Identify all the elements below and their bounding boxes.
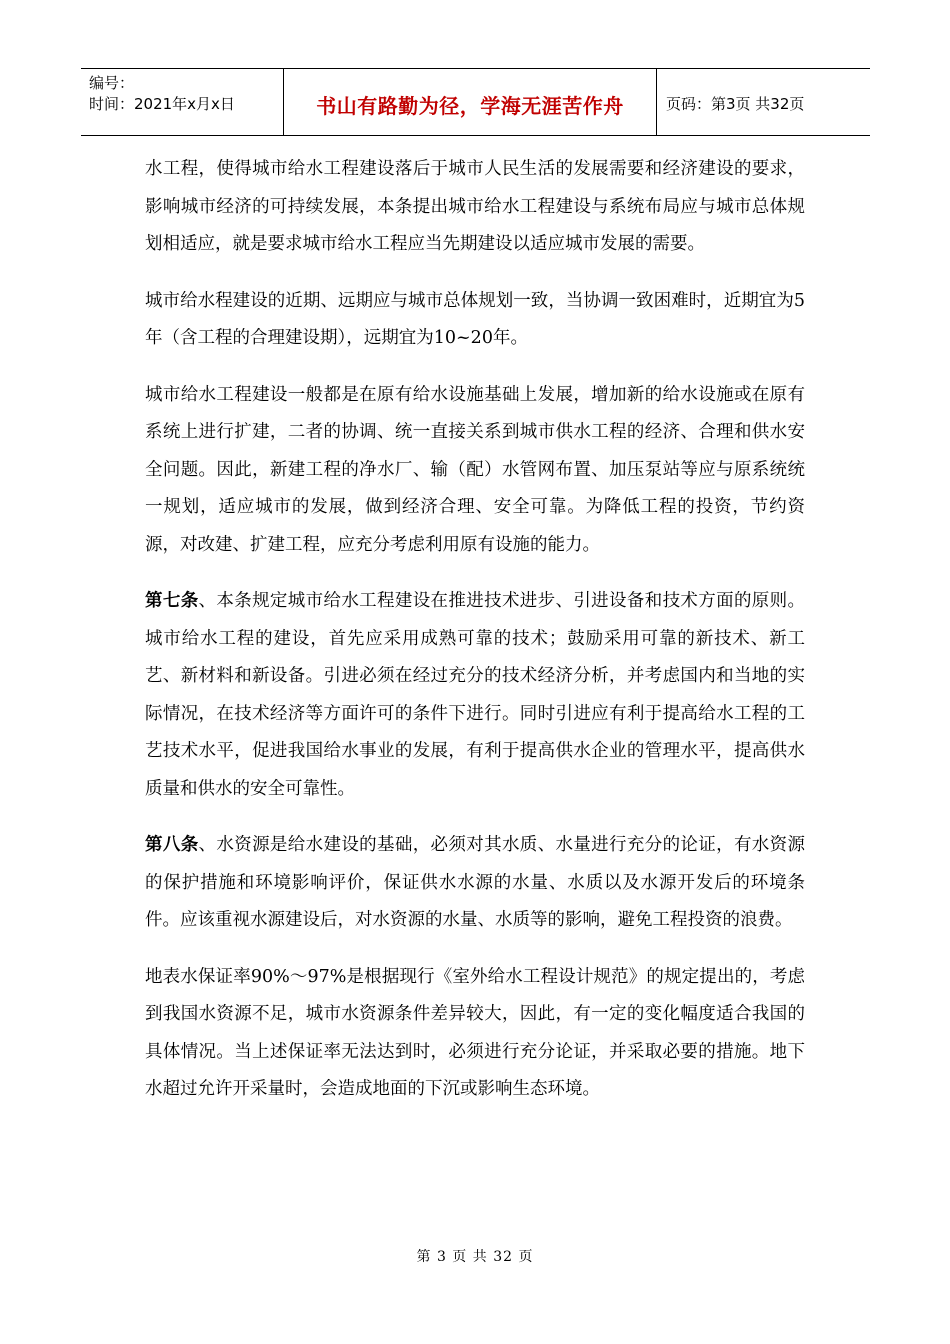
- paragraph-text: 城市给水工程建设一般都是在原有给水设施基础上发展，增加新的给水设施或在原有系统上进行扩建，二者的协调、统一直接关系到城市供水工程的经济、合理和供水安全问题。因此，新建工程的净水厂、输（配）水管网布置、加压泵站等应与原系统统一规划，适应城市的发展，做到经济合理、安全可靠。为降低工程的投资，节约资源，对改建、扩建工程，应充分考虑利用原有设施的能力。: [145, 384, 805, 555]
- paragraph-text: 、本条规定城市给水工程建设在推进技术进步、引进设备和技术方面的原则。城市给水工程的建设，首先应采用成熟可靠的技术；鼓励采用可靠的新技术、新工艺、新材料和新设备。引进必须在经过充分的技术经济分析，并考虑国内和当地的实际情况，在技术经济等方面许可的条件下进行。同时引进应有利于提高给水工程的工艺技术水平，促进我国给水事业的发展，有利于提高供水企业的管理水平，提高供水质量和供水的安全可靠性。: [145, 591, 806, 799]
- document-number-label: 编号：: [89, 74, 135, 92]
- page-footer: [0, 1246, 950, 1266]
- header-motto-cell: [284, 69, 657, 135]
- paragraph: [145, 827, 805, 940]
- header-meta-cell: [81, 69, 284, 135]
- paragraph: [145, 583, 805, 808]
- header-page-info: 页码：第3页 共32页: [666, 94, 805, 113]
- article-7-heading: 第七条: [145, 591, 199, 611]
- paragraph: [145, 151, 805, 264]
- paragraph-text: 地表水保证率90%～97%是根据现行《室外给水工程设计规范》的规定提出的，考虑到我国水资源不足，城市水资源条件差异较大，因此，有一定的变化幅度适合我国的具体情况。当上述保证率无法达到时，必须进行充分论证，并采取必要的措施。地下水超过允许开采量时，会造成地面的下沉或影响生态环境。: [145, 966, 805, 1099]
- paragraph: [145, 959, 805, 1109]
- paragraph-text: 、水资源是给水建设的基础，必须对其水质、水量进行充分的论证，有水资源的保护措施和环境影响评价，保证供水水源的水量、水质以及水源开发后的环境条件。应该重视水源建设后，对水资源的水量、水质等的影响，避免工程投资的浪费。: [145, 835, 806, 930]
- header-motto: 书山有路勤为径，学海无涯苦作舟: [316, 93, 624, 118]
- footer-page-number: 第 3 页 共 32 页: [416, 1249, 534, 1265]
- page-header: [81, 68, 870, 136]
- article-8-heading: 第八条: [145, 835, 199, 855]
- paragraph-text: 城市给水程建设的近期、远期应与城市总体规划一致，当协调一致困难时，近期宜为5年（含工程的合理建设期），远期宜为10~20年。: [145, 290, 805, 348]
- document-date-label: 时间：2021年x月x日: [89, 95, 235, 113]
- paragraph: [145, 283, 805, 358]
- header-page-cell: [657, 69, 870, 135]
- document-body: [145, 151, 805, 1128]
- paragraph-text: 水工程，使得城市给水工程建设落后于城市人民生活的发展需要和经济建设的要求，影响城市经济的可持续发展，本条提出城市给水工程建设与系统布局应与城市总体规划相适应，就是要求城市给水工程应当先期建设以适应城市发展的需要。: [145, 159, 805, 254]
- paragraph: [145, 377, 805, 565]
